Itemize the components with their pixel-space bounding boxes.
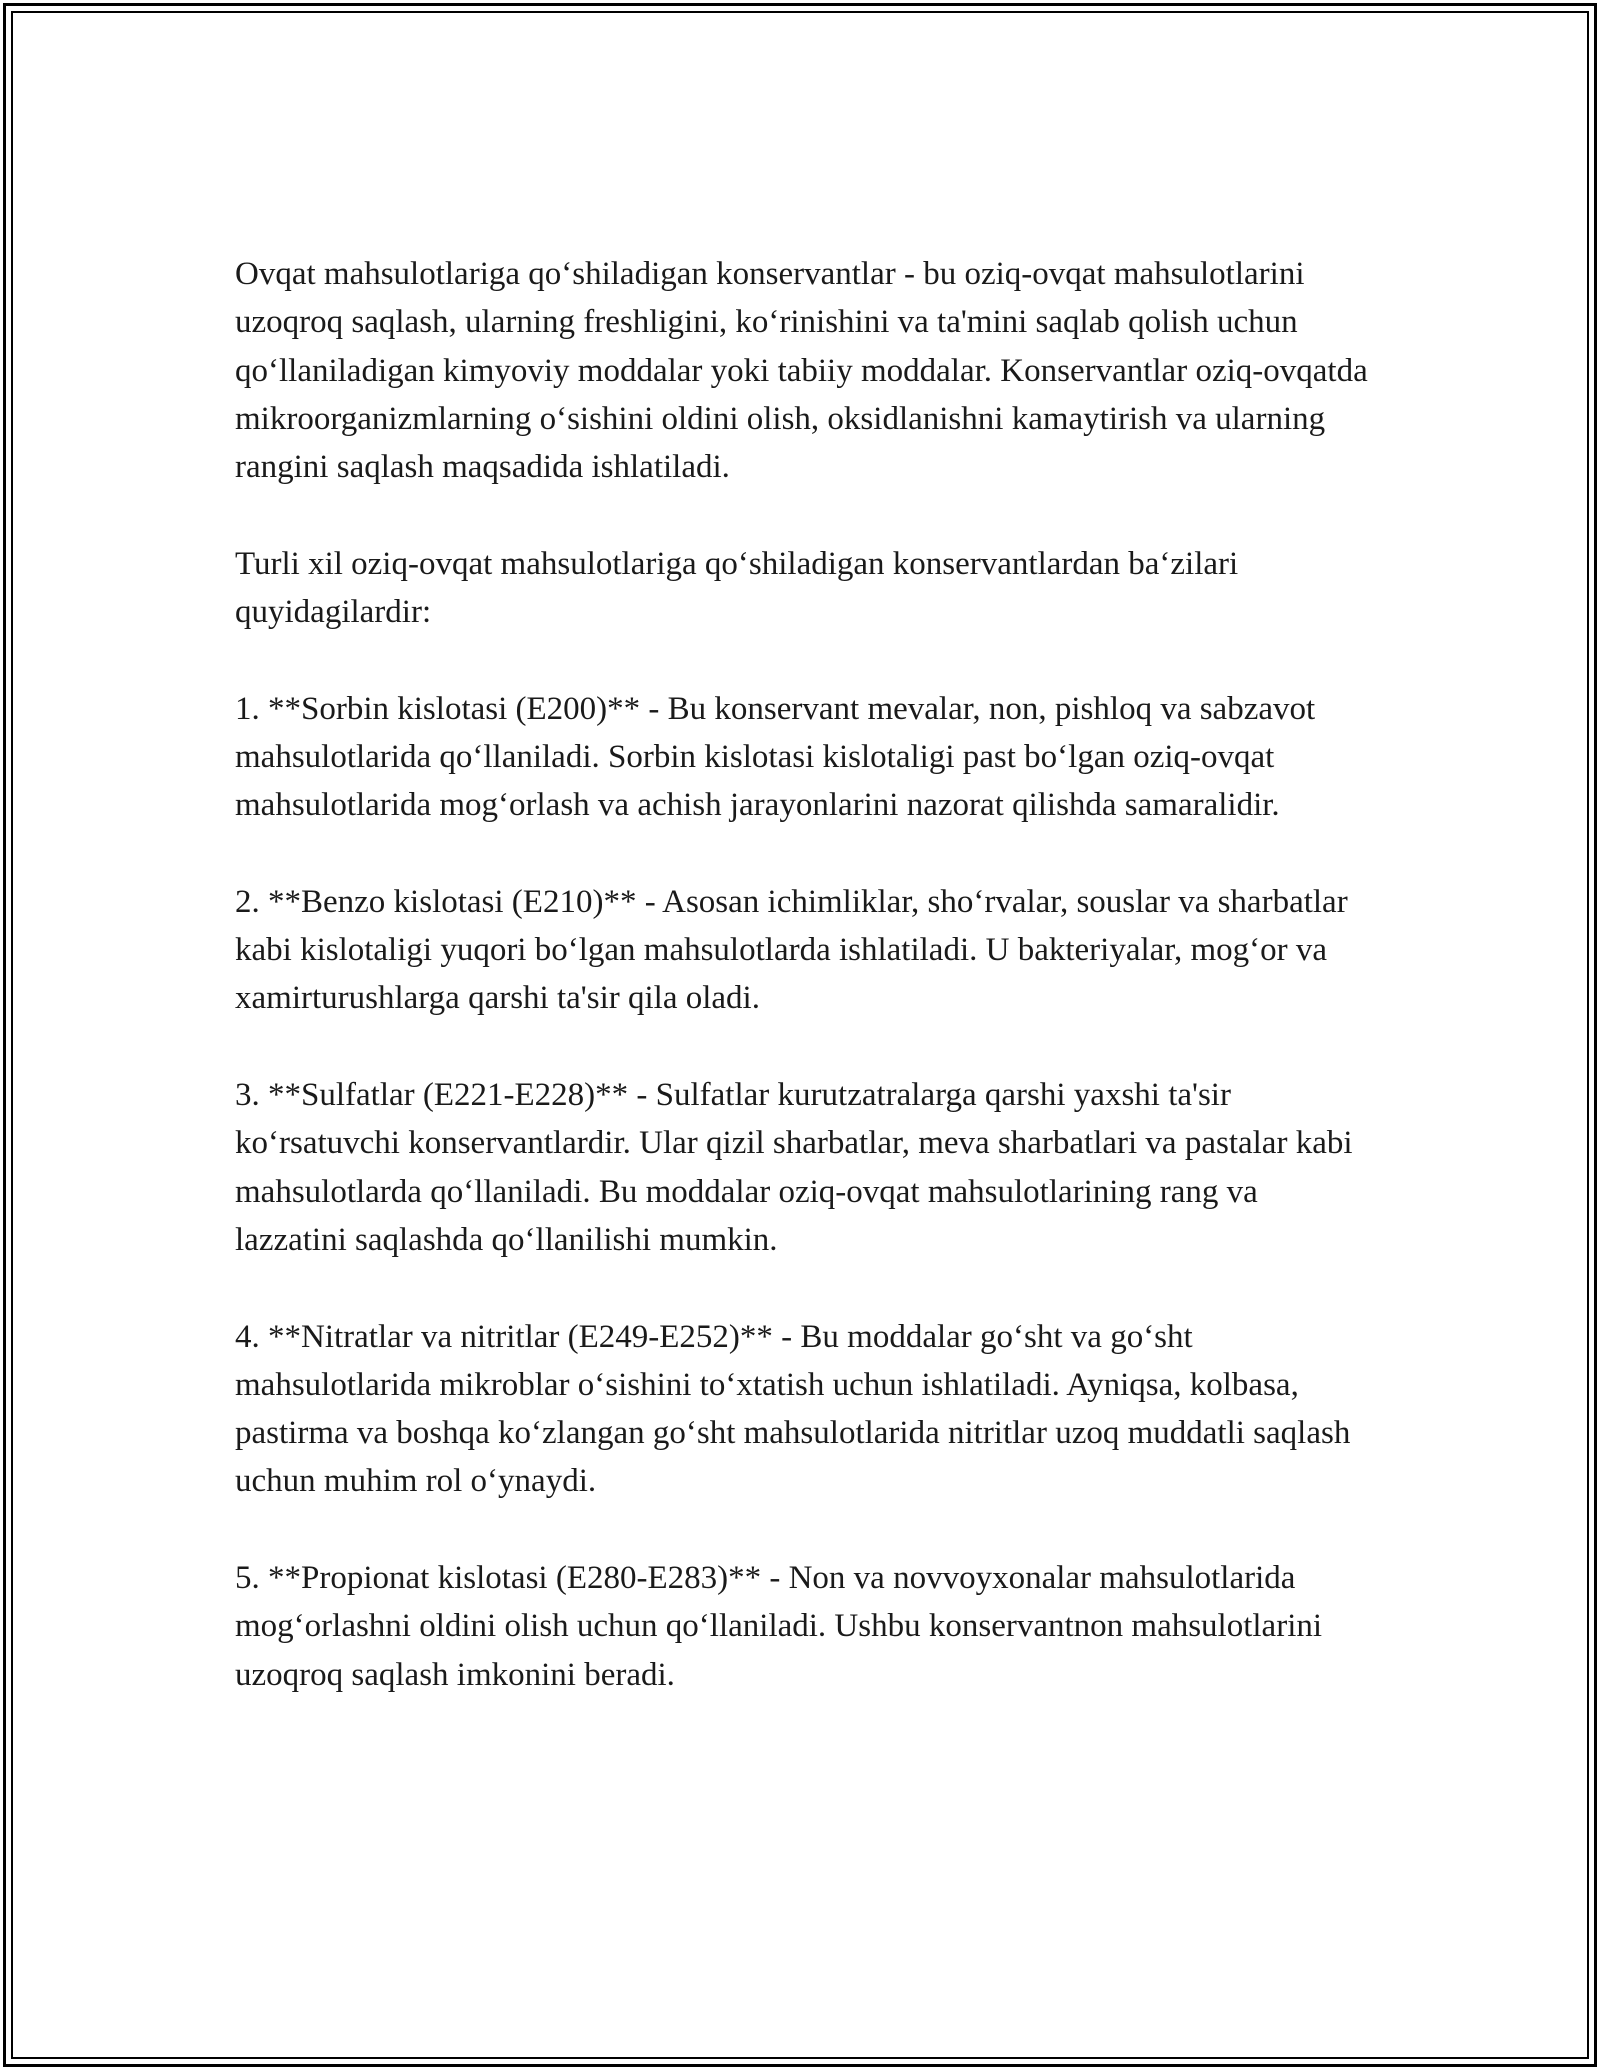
list-item-benzoic-acid: 2. **Benzo kislotasi (E210)** - Asosan ichimliklar, sho‘rvalar, souslar va sharbatlar kabi kislotaligi yuqori bo‘lgan mahsulotlarda ishlatiladi. U bakteriyalar, mog‘or va xamirturushlarga qarshi ta'sir qila oladi. bbox=[235, 883, 1348, 1017]
list-item-sorbin-acid: 1. **Sorbin kislotasi (E200)** - Bu konservant mevalar, non, pishloq va sabzavot mahsulotlarida qo‘llaniladi. Sorbin kislotasi kislotaligi past bo‘lgan oziq-ovqat mahsulotlarida mog‘orlash va achish jarayonlarini nazorat qilishda samaralidir. bbox=[235, 690, 1316, 824]
document-body bbox=[235, 250, 1375, 1747]
list-item-sulfates: 3. **Sulfatlar (E221-E228)** - Sulfatlar kurutzatralarga qarshi yaxshi ta'sir ko‘rsatuvchi konservantlardir. Ular qizil sharbatlar, meva sharbatlari va pastalar kabi mahsulotlarda qo‘llaniladi. Bu moddalar oziq-ovqat mahsulotlarining rang va lazzatini saqlashda qo‘llanilishi mumkin. bbox=[235, 1077, 1353, 1258]
list-intro-paragraph: Turli xil oziq-ovqat mahsulotlariga qo‘shiladigan konservantlardan ba‘zilari quyidagilardir: bbox=[235, 545, 1239, 631]
list-item-nitrates-nitrites: 4. **Nitratlar va nitritlar (E249-E252)** - Bu moddalar go‘sht va go‘sht mahsulotlarida mikroblar o‘sishini to‘xtatish uchun ishlatiladi. Ayniqsa, kolbasa, pastirma va boshqa ko‘zlangan go‘sht mahsulotlarida nitritlar uzoq muddatli saqlash uchun muhim rol o‘ynaydi. bbox=[235, 1318, 1351, 1500]
list-item-propionic-acid: 5. **Propionat kislotasi (E280-E283)** - Non va novvoyxonalar mahsulotlarida mog‘orlashni oldini olish uchun qo‘llaniladi. Ushbu konservantnon mahsulotlarini uzoqroq saqlash imkonini beradi. bbox=[235, 1560, 1323, 1693]
intro-paragraph: Ovqat mahsulotlariga qo‘shiladigan konservantlar - bu oziq-ovqat mahsulotlarini uzoqroq saqlash, ularning freshligini, ko‘rinishini va ta'mini saqlab qolish uchun qo‘llaniladigan kimyoviy moddalar yoki tabiiy moddalar. Konservantlar oziq-ovqatda mikroorganizmlarning o‘sishini oldini olish, oksidlanishni kamaytirish va ularning rangini saqlash maqsadida ishlatiladi. bbox=[235, 256, 1368, 486]
